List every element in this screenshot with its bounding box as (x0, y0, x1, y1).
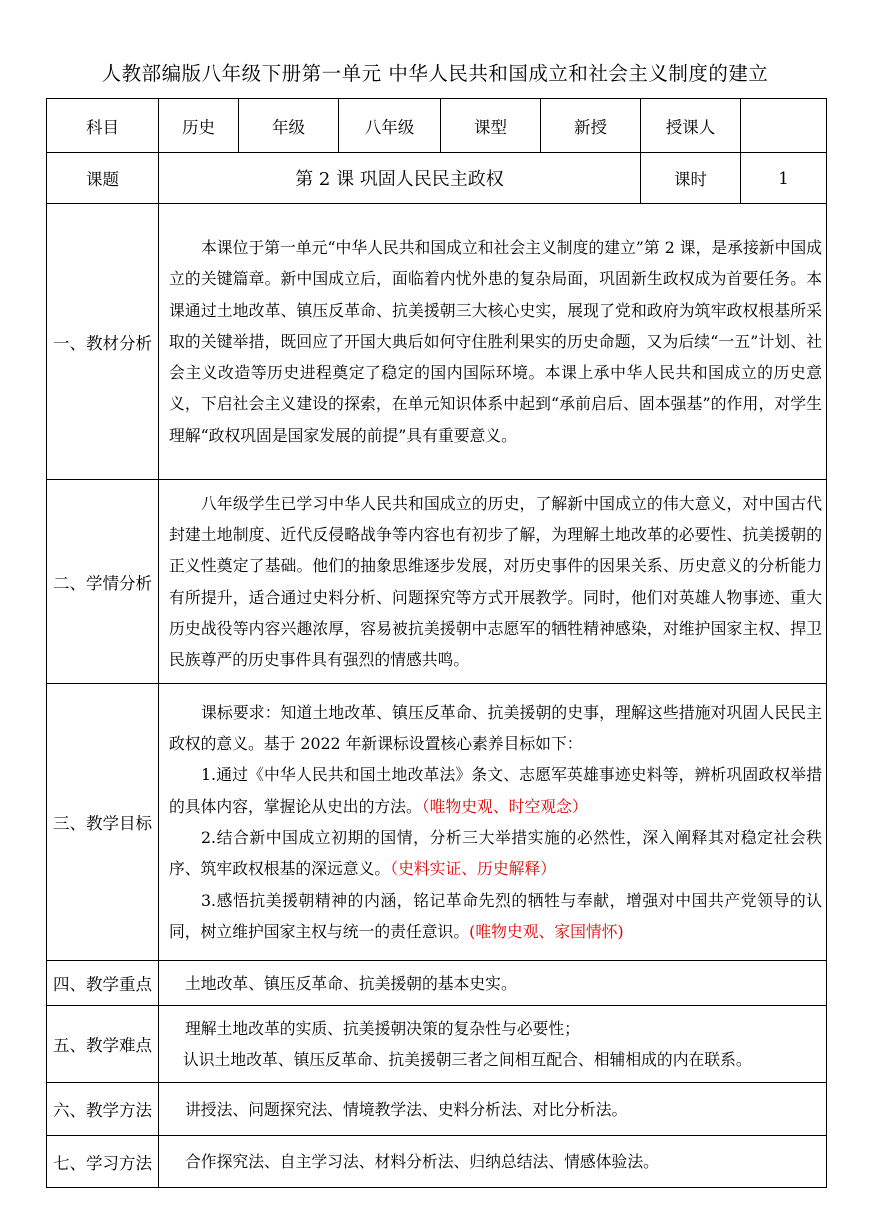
section-teaching-methods (47, 1083, 827, 1136)
difficulty-line: 理解土地改革的实质、抗美援朝决策的复杂性与必要性； (185, 1019, 580, 1038)
section-label: 六、教学方法 (47, 1083, 159, 1136)
section-key-points (47, 961, 827, 1006)
goal-item (169, 885, 822, 948)
section-label: 一、教材分析 (47, 204, 159, 480)
goal-text: 3.感悟抗美援朝精神的内涵，铭记革命先烈的牺牲与奉献，增强对中国共产党领导的认同，树立维护国家主权与统一的责任意识。 (169, 890, 822, 941)
section-text: 讲授法、问题探究法、情境教学法、史料分析法、对比分析法。 (185, 1099, 628, 1119)
grade-label: 年级 (239, 99, 339, 153)
section-teaching-goals (47, 684, 827, 961)
section-text: 本课位于第一单元“中华人民共和国成立和社会主义制度的建立”第 2 课，是承接新中国成立的关键篇章。新中国成立后，面临着内忧外患的复杂局面，巩固新生政权成为首要任务。本课通过土地改革、镇压反革命、抗美援朝三大核心史实，展现了党和政府为筑牢政权根基所采取的关键举措，既回应了开国大典后如何守住胜利果实的历史命题，又为后续“一五”计划、社会主义改造等历史进程奠定了稳定的国内国际环境。本课上承中华人民共和国成立的历史意义，下启社会主义建设的探索，在单元知识体系中起到“承前启后、固本强基”的作用，对学生理解“政权巩固是国家发展的前提”具有重要意义。 (169, 237, 822, 445)
literacy-tag: (唯物史观、家国情怀) (469, 921, 624, 941)
grade-value: 八年级 (339, 99, 441, 153)
section-label: 七、学习方法 (47, 1136, 159, 1188)
section-difficult-points (47, 1006, 827, 1083)
topic-row (47, 153, 827, 204)
teacher-label: 授课人 (641, 99, 741, 153)
goal-item (169, 822, 822, 885)
literacy-tag: （唯物史观、时空观念） (421, 796, 588, 816)
section-label: 二、学情分析 (47, 480, 159, 684)
section-text: 土地改革、镇压反革命、抗美援朝的基本史实。 (185, 973, 517, 993)
section-text: 八年级学生已学习中华人民共和国成立的历史，了解新中国成立的伟大意义，对中国古代封建土地制度、近代反侵略战争等内容也有初步了解，为理解土地改革的必要性、抗美援朝的正义性奠定了基础。他们的抽象思维逐步发展，对历史事件的因果关系、历史意义的分析能力有所提升，适合通过史料分析、问题探究等方式开展教学。同时，他们对英雄人物事迹、重大历史战役等内容兴趣浓厚，容易被抗美援朝中志愿军的牺牲精神感染，对维护国家主权、捍卫民族尊严的历史事件具有强烈的情感共鸣。 (169, 493, 822, 670)
difficulty-line: 认识土地改革、镇压反革命、抗美援朝三者之间相互配合、相辅相成的内在联系。 (183, 1050, 752, 1069)
section-text: 合作探究法、自主学习法、材料分析法、归纳总结法、情感体验法。 (185, 1152, 659, 1171)
goals-intro: 课标要求：知道土地改革、镇压反革命、抗美援朝的史事，理解这些措施对巩固人民民主政权的意义。基于 2022 年新课标设置核心素养目标如下： (169, 702, 822, 754)
type-label: 课型 (441, 99, 541, 153)
section-label: 五、教学难点 (47, 1006, 159, 1083)
goal-item (169, 759, 822, 822)
section-label: 四、教学重点 (47, 961, 159, 1006)
goal-text: 1.通过《中华人民共和国土地改革法》条文、志愿军英雄事迹史料等，辨析巩固政权举措的具体内容，掌握论从史出的方法。 (169, 765, 822, 816)
section-textbook-analysis (47, 204, 827, 480)
hours-value: 1 (741, 153, 827, 204)
section-student-analysis (47, 480, 827, 684)
subject-label: 科目 (47, 99, 159, 153)
document-title: 人教部编版八年级下册第一单元 中华人民共和国成立和社会主义制度的建立 (101, 62, 769, 85)
lesson-plan-table (46, 98, 827, 1188)
subject-value: 历史 (159, 99, 239, 153)
teacher-value (741, 99, 827, 153)
section-learning-methods (47, 1136, 827, 1188)
literacy-tag: （史料实证、历史解释） (390, 859, 557, 879)
topic-label: 课题 (47, 153, 159, 204)
section-label: 三、教学目标 (47, 684, 159, 961)
topic-value: 第 2 课 巩固人民民主政权 (159, 153, 641, 204)
goal-text: 2.结合新中国成立初期的国情，分析三大举措实施的必然性，深入阐释其对稳定社会秩序、筑牢政权根基的深远意义。 (169, 828, 822, 879)
header-row (47, 99, 827, 153)
type-value: 新授 (541, 99, 641, 153)
hours-label: 课时 (641, 153, 741, 204)
